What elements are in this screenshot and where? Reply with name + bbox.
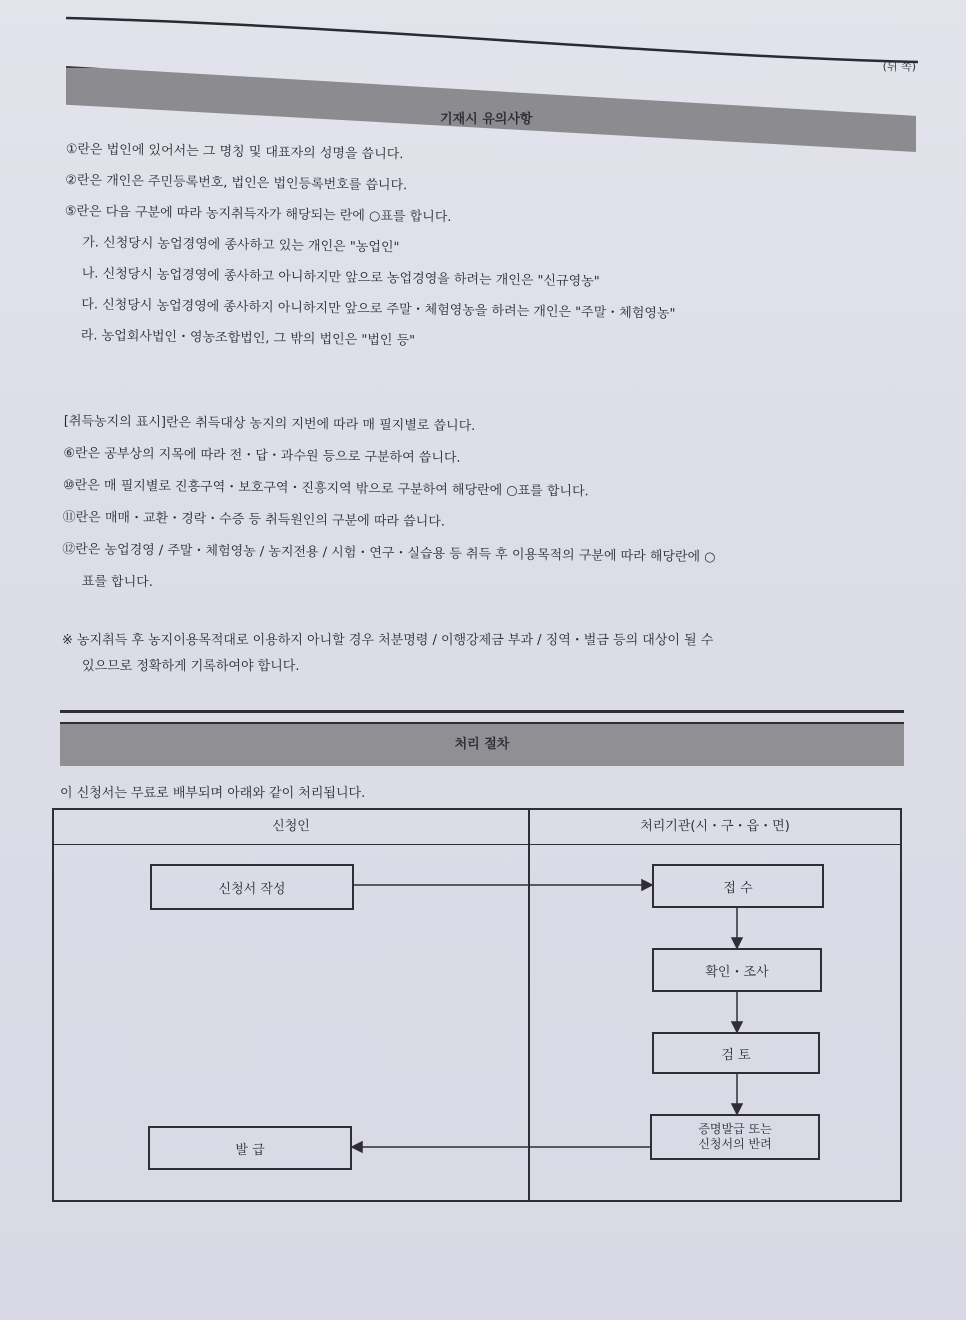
land-note-line: ⑫란은 농업경영 / 주말・체험영농 / 농지전용 / 시험・연구・실습용 등 취득 후 이용목적의 구분에 따라 해당란에 ○ <box>62 541 716 565</box>
land-note-line: ⑥란은 공부상의 지목에 따라 전・답・과수원 등으로 구분하여 씁니다. <box>63 445 461 466</box>
note-sub-item: 가. 신청당시 농업경영에 종사하고 있는 개인은 "농업인" <box>82 235 400 256</box>
procedure-title-bar: 처리 절차 <box>60 722 904 766</box>
step-check-investigate: 확인・조사 <box>652 948 822 992</box>
column-header-applicant: 신청인 <box>54 810 528 845</box>
procedure-flowchart <box>52 808 902 1202</box>
step-issue-or-return-line1: 증명발급 또는 <box>698 1122 772 1136</box>
note-line: ②란은 개인은 주민등록번호, 법인은 법인등록번호를 씁니다. <box>65 172 408 194</box>
land-note-line: [취득농지의 표시]란은 취득대상 농지의 지번에 따라 매 필지별로 씁니다. <box>63 413 476 435</box>
procedure-intro: 이 신청서는 무료로 배부되며 아래와 같이 처리됩니다. <box>60 786 366 801</box>
step-receive: 접 수 <box>652 864 824 908</box>
land-note-line: ⑩란은 매 필지별로 진흥구역・보호구역・진흥지역 밖으로 구분하여 해당란에 ○표를 합니다. <box>62 477 589 500</box>
arrowhead-icon <box>352 1142 362 1152</box>
step-issue-or-return-line2: 신청서의 반려 <box>698 1137 772 1151</box>
step-issue: 발 급 <box>148 1126 352 1170</box>
land-note-line: ⑪란은 매매・교환・경락・수증 등 취득원인의 구분에 따라 씁니다. <box>62 509 446 530</box>
top-curve-line <box>66 16 918 66</box>
warning-line-1: ※ 농지취득 후 농지이용목적대로 이용하지 아니할 경우 처분명령 / 이행강제금 부과 / 징역・벌금 등의 대상이 될 수 <box>62 633 714 648</box>
land-notes-block <box>62 406 718 606</box>
arrowhead-icon <box>642 880 652 890</box>
warning-line-2: 있으므로 정확하게 기록하여야 합니다. <box>82 659 300 674</box>
warning-note <box>62 628 912 680</box>
note-sub-item: 다. 신청당시 농업경영에 종사하지 아니하지만 앞으로 주말・체험영농을 하려는 개인은 "주말・체험영농" <box>81 297 676 322</box>
note-line: ⑤란은 다음 구분에 따라 농지취득자가 해당되는 란에 ○표를 합니다. <box>64 203 452 226</box>
note-sub-item: 나. 신청당시 농업경영에 종사하고 아니하지만 앞으로 농업경영을 하려는 개인은 "신규영농" <box>81 266 600 290</box>
column-header-agency: 처리기관(시・구・읍・면) <box>530 810 900 845</box>
step-write-application: 신청서 작성 <box>150 864 354 910</box>
arrowhead-icon <box>732 1022 742 1032</box>
step-review: 검 토 <box>652 1032 820 1074</box>
flow-arrows <box>54 810 900 1200</box>
arrowhead-icon <box>732 938 742 948</box>
notes-block <box>63 134 679 361</box>
land-note-line: 표를 합니다. <box>81 574 154 591</box>
note-sub-item: 라. 농업회사법인・영농조합법인, 그 밖의 법인은 "법인 등" <box>80 328 416 349</box>
section-title-notes: 기재시 유의사항 <box>440 112 533 127</box>
section-divider <box>60 710 904 713</box>
page-side-label: (뒤 쪽) <box>882 60 916 73</box>
arrowhead-icon <box>732 1104 742 1114</box>
note-line: ①란은 법인에 있어서는 그 명칭 및 대표자의 성명을 씁니다. <box>65 141 404 163</box>
